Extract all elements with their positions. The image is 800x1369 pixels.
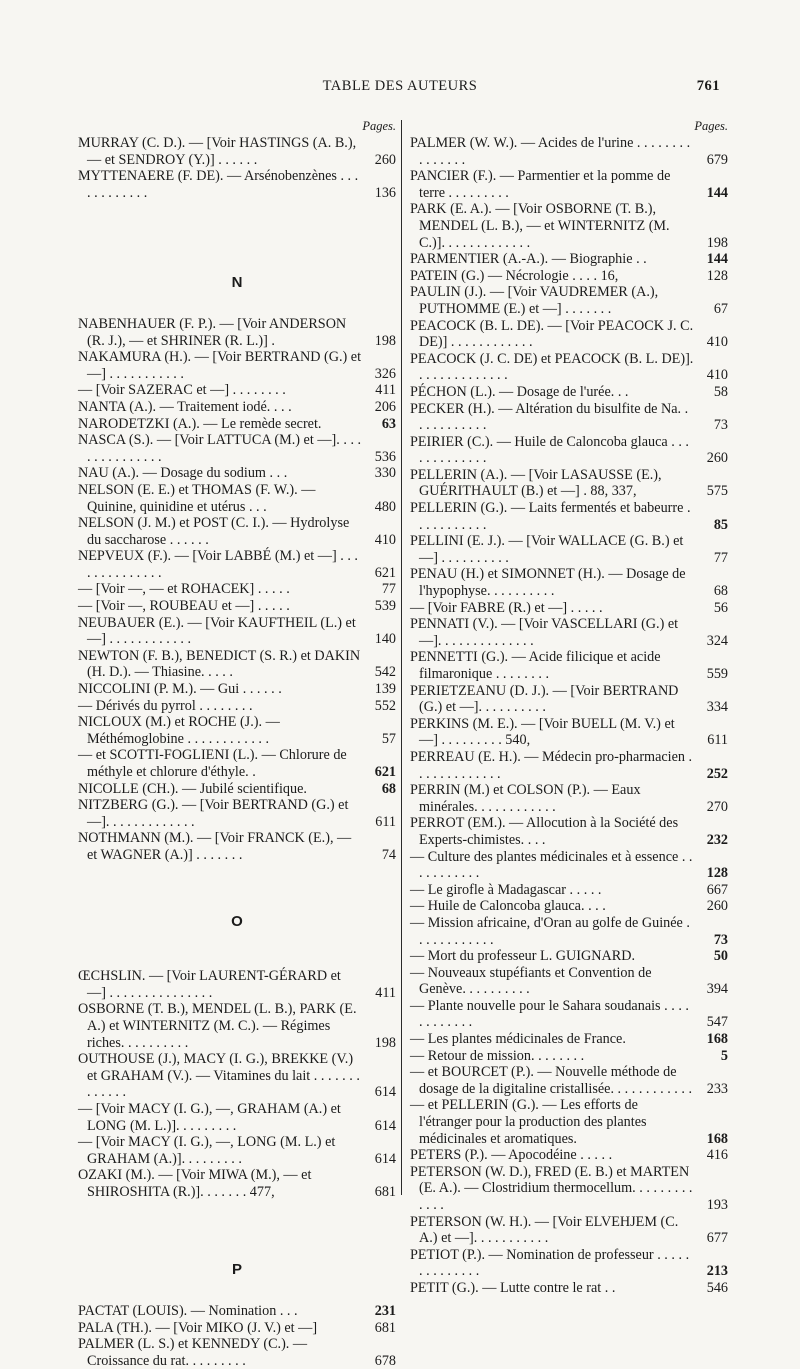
entry-text: PÉCHON (L.). — Dosage de l'urée. . . xyxy=(410,383,629,400)
entry-text: NANTA (A.). — Traitement iodé. . . . xyxy=(78,398,292,415)
entry-text: PENNETTI (G.). — Acide filicique et acide filmaronique . . . . . . . . xyxy=(410,649,661,682)
entry-text: NEPVEUX (F.). — [Voir LABBÉ (M.) et —] . . . . . . . . . . . . . . xyxy=(78,548,358,581)
index-entry xyxy=(410,1164,728,1214)
index-entry xyxy=(78,1101,396,1134)
entry-text: PARK (E. A.). — [Voir OSBORNE (T. B.), MENDEL (L. B.), — et WINTERNITZ (M. C.)]. . . . . . . . . . . . . xyxy=(410,201,670,251)
entry-page-number: 56 xyxy=(713,599,728,616)
index-entry xyxy=(410,749,728,782)
entry-page-number: 614 xyxy=(374,1084,396,1101)
entry-page-number: 68 xyxy=(713,583,728,600)
entry-text: — Le girofle à Madagascar . . . . . xyxy=(410,881,602,898)
entry-page-number: 198 xyxy=(706,234,728,251)
section-letter: P xyxy=(231,1261,242,1279)
entry-text: — Huile de Caloncoba glauca. . . . xyxy=(410,898,606,915)
index-entry xyxy=(78,349,396,382)
index-entry xyxy=(78,1051,396,1101)
entry-page-number: 410 xyxy=(706,367,728,384)
entry-page-number: 546 xyxy=(706,1279,728,1296)
index-column-left xyxy=(78,118,396,1369)
index-entry xyxy=(410,168,728,201)
entry-page-number: 139 xyxy=(374,681,396,698)
entry-page-number: 232 xyxy=(706,831,728,848)
index-entry xyxy=(410,782,728,815)
entry-text: NEWTON (F. B.), BENEDICT (S. R.) et DAKIN (H. D.). — Thiasine. . . . . xyxy=(78,647,361,681)
entry-text: — [Voir —, ROUBEAU et —] . . . . . xyxy=(78,598,290,615)
entry-text: PALMER (L. S.) et KENNEDY (C.). — Croissance du rat. . . . . . . . . xyxy=(78,1336,308,1369)
entry-text: NAU (A.). — Dosage du sodium . . . xyxy=(78,465,288,482)
entry-text: PATEIN (G.) — Nécrologie . . . . 16, xyxy=(410,267,619,284)
entry-page-number: 542 xyxy=(374,664,396,681)
index-entry xyxy=(78,781,396,798)
entry-page-number: 85 xyxy=(713,516,728,533)
index-entry xyxy=(78,1336,396,1369)
entry-text: — Dérivés du pyrrol . . . . . . . . xyxy=(78,697,253,714)
entry-text: PETERSON (W. H.). — [Voir ELVEHJEM (C. A.) et —]. . . . . . . . . . . xyxy=(410,1213,679,1247)
index-entry xyxy=(410,1031,728,1048)
index-column-right xyxy=(410,118,728,1297)
entry-text: — [Voir FABRE (R.) et —] . . . . . xyxy=(410,599,603,616)
index-entry xyxy=(78,648,396,681)
entry-text: — Retour de mission. . . . . . . . xyxy=(410,1047,585,1064)
entry-page-number: 575 xyxy=(706,483,728,500)
index-entry xyxy=(410,600,728,617)
entry-text: OUTHOUSE (J.), MACY (I. G.), BREKKE (V.) et GRAHAM (V.). — Vitamines du lait . . . . . . . . . . . . . xyxy=(78,1051,360,1101)
index-entry xyxy=(410,915,728,948)
entry-page-number: 193 xyxy=(706,1197,728,1213)
index-entry xyxy=(78,1167,396,1200)
pages-label: Pages. xyxy=(694,119,728,133)
entry-text: — [Voir SAZERAC et —] . . . . . . . . xyxy=(78,382,286,399)
entry-page-number: 128 xyxy=(706,267,728,284)
entry-text: PETIOT (P.). — Nomination de professeur . . . . . . . . . . . . . . xyxy=(410,1246,690,1280)
entry-page-number: 57 xyxy=(381,730,396,747)
entry-page-number: 480 xyxy=(374,498,396,515)
entry-page-number: 416 xyxy=(706,1147,728,1164)
entry-text: NARODETZKI (A.). — Le remède secret. xyxy=(78,415,322,432)
entry-page-number: 552 xyxy=(374,697,396,714)
index-entry xyxy=(410,1097,728,1147)
entry-text: PETIT (G.). — Lutte contre le rat . . xyxy=(410,1279,616,1296)
index-entry xyxy=(78,797,396,830)
section-letter: N xyxy=(231,274,243,292)
entry-page-number: 330 xyxy=(374,465,396,482)
entry-text: NEUBAUER (E.). — [Voir KAUFTHEIL (L.) et —] . . . . . . . . . . . . xyxy=(78,614,356,648)
entry-page-number: 213 xyxy=(706,1263,728,1280)
entry-text: — [Voir MACY (I. G.), —, LONG (M. L.) et GRAHAM (A.)]. . . . . . . . . xyxy=(78,1134,336,1167)
entry-page-number: 63 xyxy=(381,415,396,432)
entry-text: NICCOLINI (P. M.). — Gui . . . . . . xyxy=(78,681,282,698)
index-entry xyxy=(78,382,396,399)
index-entry xyxy=(410,401,728,434)
index-entry xyxy=(410,882,728,899)
index-entry xyxy=(410,998,728,1031)
entry-page-number: 73 xyxy=(713,417,728,434)
entry-text: — et SCOTTI-FOGLIENI (L.). — Chlorure de méthyle et chlorure d'éthyle. . xyxy=(78,747,347,780)
index-entry xyxy=(410,201,728,251)
entry-text: NAKAMURA (H.). — [Voir BERTRAND (G.) et —] . . . . . . . . . . . xyxy=(78,349,362,382)
entry-text: NITZBERG (G.). — [Voir BERTRAND (G.) et —]. . . . . . . . . . . . . xyxy=(78,797,349,830)
index-entry xyxy=(78,168,396,201)
entry-page-number: 252 xyxy=(706,765,728,782)
index-entry xyxy=(78,399,396,416)
entry-text: PALA (TH.). — [Voir MIKO (J. V.) et —] xyxy=(78,1319,318,1336)
index-entry xyxy=(410,815,728,848)
index-entry xyxy=(410,965,728,998)
entry-text: NELSON (J. M.) et POST (C. I.). — Hydrolyse du saccharose . . . . . . xyxy=(78,515,350,548)
entry-page-number: 140 xyxy=(374,631,396,648)
index-entry xyxy=(78,1134,396,1167)
entry-page-number: 144 xyxy=(706,184,728,201)
entry-page-number: 136 xyxy=(374,184,396,201)
entry-text: NELSON (E. E.) et THOMAS (F. W.). — Quinine, quinidine et utérus . . . xyxy=(78,481,316,515)
entry-text: PERROT (EM.). — Allocution à la Société des Experts-chimistes. . . . xyxy=(410,815,679,848)
index-entry xyxy=(410,1048,728,1065)
index-entry xyxy=(410,384,728,401)
running-title: TABLE DES AUTEURS xyxy=(322,78,478,94)
entry-page-number: 67 xyxy=(713,300,728,317)
entry-page-number: 667 xyxy=(706,881,728,898)
entry-text: PARMENTIER (A.-A.). — Biographie . . xyxy=(410,251,647,268)
entry-page-number: 73 xyxy=(713,931,728,948)
entry-page-number: 168 xyxy=(706,1031,728,1048)
index-entry xyxy=(410,434,728,467)
index-entry xyxy=(410,683,728,716)
entry-page-number: 678 xyxy=(374,1352,396,1369)
entry-page-number: 168 xyxy=(706,1130,728,1147)
entry-text: — Plante nouvelle pour le Sahara soudanais . . . . . . . . . . . . xyxy=(410,997,689,1031)
entry-page-number: 410 xyxy=(706,334,728,351)
index-entry xyxy=(410,251,728,268)
page-number: 761 xyxy=(696,78,720,94)
entry-text: — [Voir —, — et ROHACEK] . . . . . xyxy=(78,581,290,598)
index-entry xyxy=(410,500,728,533)
entry-text: ŒCHSLIN. — [Voir LAURENT-GÉRARD et —] . . . . . . . . . . . . . . . xyxy=(78,968,341,1001)
entry-text: — et BOURCET (P.). — Nouvelle méthode de dosage de la digitaline cristallisée. . . . . . . . . . . . xyxy=(410,1064,693,1097)
index-entry xyxy=(410,898,728,915)
entry-text: PENAU (H.) et SIMONNET (H.). — Dosage de l'hypophyse. . . . . . . . . . xyxy=(410,566,686,600)
entry-page-number: 677 xyxy=(706,1230,728,1247)
entry-page-number: 77 xyxy=(713,549,728,566)
index-entry xyxy=(410,1147,728,1164)
entry-page-number: 260 xyxy=(706,898,728,915)
entry-page-number: 128 xyxy=(706,865,728,882)
entry-page-number: 410 xyxy=(374,531,396,548)
entry-text: PANCIER (F.). — Parmentier et la pomme de terre . . . . . . . . . xyxy=(410,168,671,201)
entry-page-number: 77 xyxy=(381,581,396,598)
entry-page-number: 611 xyxy=(375,813,396,830)
entry-page-number: 270 xyxy=(706,798,728,815)
entry-page-number: 411 xyxy=(375,382,396,399)
entry-page-number: 679 xyxy=(706,151,728,168)
entry-text: — Nouveaux stupéfiants et Convention de Genève. . . . . . . . . . xyxy=(410,964,652,998)
entry-text: PETERS (P.). — Apocodéine . . . . . xyxy=(410,1147,613,1164)
entry-text: OZAKI (M.). — [Voir MIWA (M.), — et SHIROSHITA (R.)]. . . . . . . 477, xyxy=(78,1167,312,1200)
entry-text: NICLOUX (M.) et ROCHE (J.). — Méthémoglobine . . . . . . . . . . . . xyxy=(78,714,280,747)
entry-page-number: 74 xyxy=(381,846,396,863)
entry-text: PETERSON (W. D.), FRED (E. B.) et MARTEN (E. A.). — Clostridium thermocellum. . . . . . . . . . . . . xyxy=(410,1163,693,1213)
entry-page-number: 536 xyxy=(374,448,396,465)
entry-text: PALMER (W. W.). — Acides de l'urine . . . . . . . . . . . . . . . xyxy=(410,135,691,168)
index-entry xyxy=(78,1303,396,1320)
entry-text: NICOLLE (CH.). — Jubilé scientifique. xyxy=(78,780,307,797)
entry-text: — Culture des plantes médicinales et à essence . . . . . . . . . . . xyxy=(410,848,693,882)
index-entry xyxy=(78,432,396,465)
entry-text: PENNATI (V.). — [Voir VASCELLARI (G.) et —]. . . . . . . . . . . . . . xyxy=(410,616,679,649)
entry-text: PECKER (H.). — Altération du bisulfite de Na. . . . . . . . . . . . xyxy=(410,400,689,434)
entry-page-number: 144 xyxy=(706,251,728,268)
entry-page-number: 206 xyxy=(374,398,396,415)
entry-page-number: 621 xyxy=(374,764,396,780)
entry-page-number: 681 xyxy=(374,1319,396,1336)
index-entry xyxy=(78,316,396,349)
running-header xyxy=(80,78,720,100)
index-entry xyxy=(78,135,396,168)
entry-page-number: 411 xyxy=(375,984,396,1001)
index-entry xyxy=(410,351,728,384)
entry-text: PELLERIN (G.). — Laits fermentés et babeurre . . . . . . . . . . . xyxy=(410,500,691,533)
entry-text: PEACOCK (B. L. DE). — [Voir PEACOCK J. C. DE)] . . . . . . . . . . . . xyxy=(410,317,694,351)
entry-page-number: 198 xyxy=(374,332,396,349)
index-entry xyxy=(78,548,396,581)
index-entry xyxy=(410,616,728,649)
entry-page-number: 614 xyxy=(374,1117,396,1134)
entry-text: OSBORNE (T. B.), MENDEL (L. B.), PARK (E. A.) et WINTERNITZ (M. C.). — Régimes riches. . . . . . . . . . xyxy=(78,1001,357,1051)
index-entry xyxy=(410,1064,728,1097)
entry-page-number: 5 xyxy=(720,1047,728,1064)
index-entry xyxy=(78,598,396,615)
entry-text: — Mission africaine, d'Oran au golfe de Guinée . . . . . . . . . . . . xyxy=(410,914,690,948)
entry-text: — Les plantes médicinales de France. xyxy=(410,1031,626,1048)
entry-text: PERKINS (M. E.). — [Voir BUELL (M. V.) et —] . . . . . . . . . 540, xyxy=(410,715,675,749)
index-entry xyxy=(78,465,396,482)
index-entry xyxy=(410,566,728,599)
entry-text: PACTAT (LOUIS). — Nomination . . . xyxy=(78,1303,298,1320)
pages-label: Pages. xyxy=(362,119,396,133)
entry-page-number: 198 xyxy=(374,1034,396,1051)
index-entry xyxy=(78,714,396,747)
entry-page-number: 68 xyxy=(381,780,396,797)
entry-text: PERRIN (M.) et COLSON (P.). — Eaux minérales. . . . . . . . . . . . xyxy=(410,782,641,815)
entry-text: PERREAU (E. H.). — Médecin pro-pharmacien . . . . . . . . . . . . . xyxy=(410,748,693,782)
entry-text: — Mort du professeur L. GUIGNARD. xyxy=(410,948,635,965)
index-entry xyxy=(410,1247,728,1280)
entry-text: PEIRIER (C.). — Huile de Caloncoba glauca . . . . . . . . . . . . . xyxy=(410,433,689,467)
index-entry xyxy=(78,1320,396,1337)
index-entry xyxy=(410,649,728,682)
entry-page-number: 260 xyxy=(706,450,728,467)
index-entry xyxy=(410,1280,728,1297)
index-entry xyxy=(78,416,396,433)
entry-page-number: 614 xyxy=(374,1150,396,1167)
entry-page-number: 611 xyxy=(707,732,728,749)
index-entry xyxy=(410,268,728,285)
index-entry xyxy=(410,284,728,317)
index-entry xyxy=(410,318,728,351)
entry-page-number: 231 xyxy=(374,1303,396,1320)
column-divider xyxy=(401,120,402,1195)
index-entry xyxy=(78,747,396,780)
entry-page-number: 539 xyxy=(374,598,396,615)
entry-text: — [Voir MACY (I. G.), —, GRAHAM (A.) et LONG (M. L.)]. . . . . . . . . xyxy=(78,1100,341,1134)
index-entry xyxy=(410,467,728,500)
entry-page-number: 681 xyxy=(374,1183,396,1200)
index-entry xyxy=(410,533,728,566)
entry-page-number: 547 xyxy=(706,1014,728,1031)
entry-text: PERIETZEANU (D. J.). — [Voir BERTRAND (G.) et —]. . . . . . . . . . xyxy=(410,682,679,716)
entry-text: NOTHMANN (M.). — [Voir FRANCK (E.), — et WAGNER (A.)] . . . . . . . xyxy=(78,830,352,863)
index-entry xyxy=(78,968,396,1001)
entry-text: MURRAY (C. D.). — [Voir HASTINGS (A. B.), — et SENDROY (Y.)] . . . . . . xyxy=(78,135,357,168)
entry-page-number: 58 xyxy=(713,383,728,400)
entry-page-number: 334 xyxy=(706,699,728,716)
index-entry xyxy=(78,581,396,598)
index-entry xyxy=(78,515,396,548)
index-entry xyxy=(78,1001,396,1051)
entry-text: PAULIN (J.). — [Voir VAUDREMER (A.), PUTHOMME (E.) et —] . . . . . . . xyxy=(410,284,659,317)
index-entry xyxy=(78,681,396,698)
index-entry xyxy=(410,948,728,965)
entry-page-number: 394 xyxy=(706,981,728,998)
section-letter: O xyxy=(231,912,243,930)
entry-page-number: 260 xyxy=(374,151,396,168)
index-entry xyxy=(78,698,396,715)
entry-text: NABENHAUER (F. P.). — [Voir ANDERSON (R. J.), — et SHRINER (R. L.)] . xyxy=(78,315,347,349)
entry-page-number: 324 xyxy=(706,632,728,649)
index-entry xyxy=(78,830,396,863)
index-entry xyxy=(410,135,728,168)
index-entry xyxy=(410,849,728,882)
entry-page-number: 559 xyxy=(706,666,728,682)
index-entry xyxy=(410,716,728,749)
entry-page-number: 621 xyxy=(374,564,396,581)
entry-page-number: 50 xyxy=(713,948,728,965)
entry-page-number: 326 xyxy=(374,365,396,382)
entry-text: PELLINI (E. J.). — [Voir WALLACE (G. B.) et —] . . . . . . . . . . xyxy=(410,533,684,566)
entry-text: NASCA (S.). — [Voir LATTUCA (M.) et —]. . . . . . . . . . . . . . . xyxy=(78,432,362,465)
index-entry xyxy=(410,1214,728,1247)
entry-page-number: 233 xyxy=(706,1080,728,1097)
entry-text: — et PELLERIN (G.). — Les efforts de l'étranger pour la production des plantes médicinales et aromatiques. xyxy=(410,1097,647,1147)
entry-text: PELLERIN (A.). — [Voir LASAUSSE (E.), GUÉRITHAULT (B.) et —] . 88, 337, xyxy=(410,466,662,500)
entry-text: MYTTENAERE (F. DE). — Arsénobenzènes . . . . . . . . . . . . xyxy=(78,168,359,201)
index-entry xyxy=(78,482,396,515)
index-entry xyxy=(78,615,396,648)
entry-text: PEACOCK (J. C. DE) et PEACOCK (B. L. DE)]. . . . . . . . . . . . . . xyxy=(410,350,694,384)
